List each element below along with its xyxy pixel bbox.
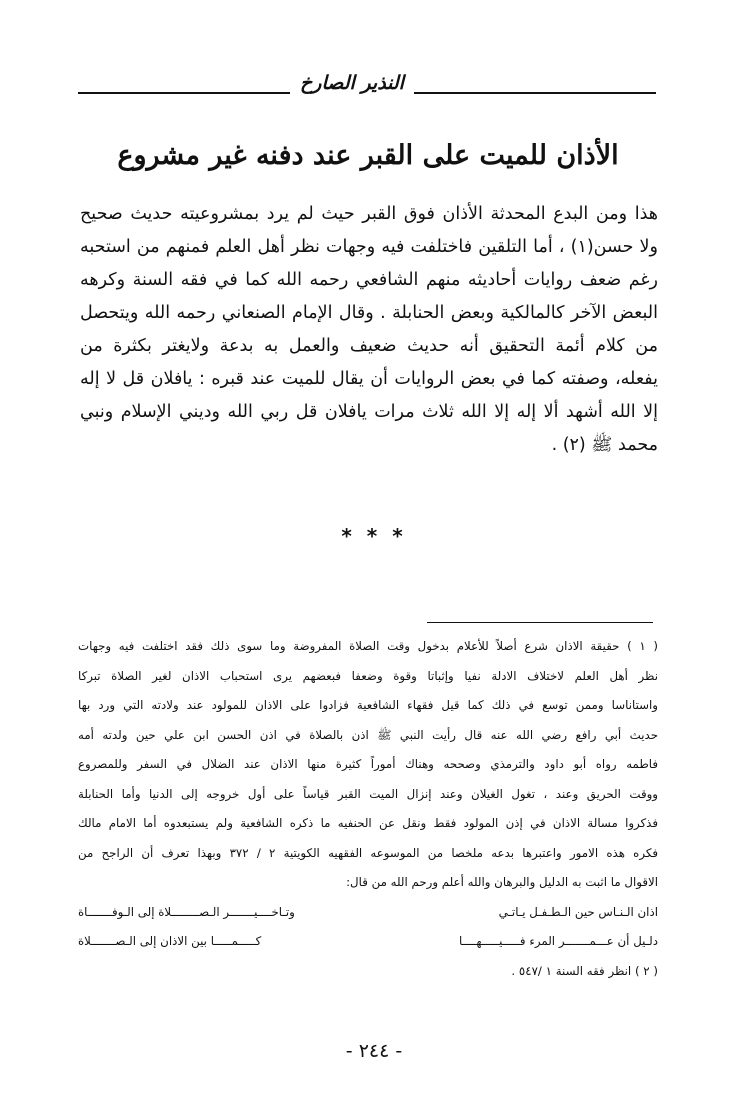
running-header bbox=[78, 72, 656, 102]
footnote-line: ووقت الحريق وعند ، تغول الغيلان وعند إنزال الميت القبر قياساً على أول خروجه إلى الدنيا وأما الحنابلة bbox=[78, 786, 658, 801]
footnote-line: واستاناسا وممن توسع في ذلك كما قيل فقهاء الشافعية فزادوا على الاذان للمولود عند ولادته التي ورد بها bbox=[78, 698, 658, 712]
footnote-line: ( ١ ) حقيقة الاذان شرع أصلاً للأعلام بدخول وقت الصلاة المفروضة وما سوى ذلك فقد اختلفت فيه وجهات bbox=[78, 639, 658, 653]
verse-hemistich-first: اذان الـنـاس حين الـطـفـل يـاتـي bbox=[498, 904, 658, 919]
body-line: ولا حسن(١) ، أما التلقين فاختلفت فيه وجهات نظر أهل العلم فمنهم من استحبه bbox=[80, 237, 658, 257]
footnote-line: الاقوال ما اثبت به الدليل والبرهان والله أعلم ورحم الله من قال: bbox=[346, 875, 658, 889]
running-title: النذير الصارخ bbox=[300, 72, 404, 94]
verse-hemistich-second: وتـاخــــيـــــــر الـصــــــــلاة إلى الـوفـــــــاة bbox=[78, 904, 295, 919]
body-paragraph bbox=[80, 198, 658, 462]
chapter-title: الأذان للميت على القبر عند دفنه غير مشروع bbox=[117, 140, 619, 171]
body-line: محمد ﷺ (٢) . bbox=[551, 435, 658, 455]
verse-hemistich-first: دلـيل أن عـــمـــــــر المرء فـــــيـــــهــــا bbox=[458, 934, 658, 948]
footnote-line: فكره هذه الامور واعتبرها بدعه ملخصا من الموسوعه الفقهيه الكويتية ٢ / ٣٧٢ وبهذا تعرف أن الراجح من bbox=[78, 845, 658, 860]
verse-line bbox=[78, 927, 658, 957]
body-line: رغم ضعف روايات أحاديثه منهم الشافعي رحمه الله كما في فقه السنة وكرهه bbox=[80, 270, 658, 290]
verse-hemistich-second: كـــــمـــــا بين الاذان إلى الـصـــــــلاة bbox=[78, 934, 262, 948]
footnote-line: فاطمه رواه أبو داود والترمذي وصححه وهناك أموراً كثيرة منها الاذان عند الضلال في السفر وللمصروع bbox=[78, 757, 658, 771]
body-line: إلا الله أشهد ألا إله إلا الله ثلاث مرات يافلان قل ربي الله وديني الإسلام ونبي bbox=[80, 402, 658, 422]
header-rule-right bbox=[414, 92, 656, 94]
footnote-rule bbox=[427, 622, 653, 623]
footnote-line: نظر أهل العلم لاختلاف الادلة نفيا وإثباتا وقوة وضعفا فبعضهم يرى استحباب الاذان لغير الصلاة تبركا bbox=[78, 668, 658, 683]
body-line: هذا ومن البدع المحدثة الأذان فوق القبر حيث لم يرد بمشروعيته حديث صحيح bbox=[80, 204, 658, 224]
body-line: من كلام أئمة التحقيق أنه حديث ضعيف والعمل به بدعة ولايغتر بكثرة من bbox=[80, 336, 658, 356]
header-rule-left bbox=[78, 92, 290, 94]
page-number: - ٢٤٤ - bbox=[345, 1040, 403, 1062]
body-line: يفعله، وصفته كما في بعض الروايات أن يقال للميت عند قبره : يافلان قل لا إله bbox=[80, 369, 658, 389]
footnote-line: فذكروا مسالة الاذان في إذن المولود فقط ونقل عن الحنفيه ما ذكره الشافعية ولم يستبعدوه أما الامام مالك bbox=[78, 816, 658, 830]
verse-line bbox=[78, 898, 658, 928]
footnotes bbox=[78, 632, 658, 986]
body-line: البعض الآخر كالمالكية وبعض الحنابلة . وقال الإمام الصنعاني رحمه الله ويتحصل bbox=[80, 303, 658, 323]
section-separator: * * * bbox=[341, 524, 407, 548]
footnote-2: ( ٢ ) انظر فقه السنة ١ /٥٤٧ . bbox=[511, 963, 658, 978]
footnote-line: حديث أبي رافع رضي الله عنه قال رأيت النبي ﷺ اذن بالصلاة في اذن الحسن ابن علي حين ولدته أمه bbox=[78, 727, 658, 742]
